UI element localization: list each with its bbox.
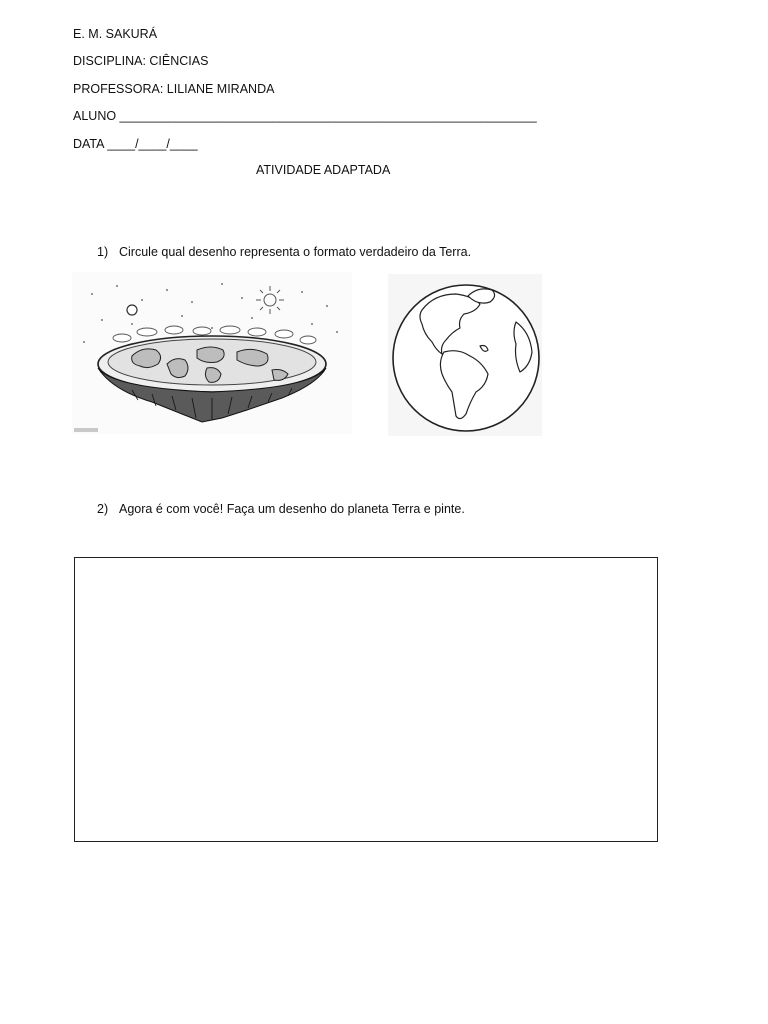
school-name: E. M. SAKURÁ — [73, 27, 158, 41]
teacher-line: PROFESSORA: LILIANE MIRANDA — [73, 82, 275, 96]
flat-earth-image[interactable] — [72, 272, 352, 434]
question-1-number: 1) — [97, 245, 109, 259]
drawing-area-box[interactable] — [74, 557, 658, 842]
question-1-text: Circule qual desenho representa o formato verdadeiro da Terra. — [119, 245, 472, 259]
question-2-number: 2) — [97, 502, 109, 516]
question-1 — [97, 245, 471, 259]
student-name-field[interactable]: ALUNO ____________________________________________________________ — [73, 109, 537, 123]
activity-title: ATIVIDADE ADAPTADA — [256, 163, 391, 177]
date-field[interactable]: DATA ____/____/____ — [73, 137, 198, 151]
question-2-text: Agora é com você! Faça um desenho do planeta Terra e pinte. — [119, 502, 465, 516]
globe-image[interactable] — [388, 274, 542, 436]
question-2 — [97, 502, 465, 516]
subject-line: DISCIPLINA: CIÊNCIAS — [73, 54, 209, 68]
